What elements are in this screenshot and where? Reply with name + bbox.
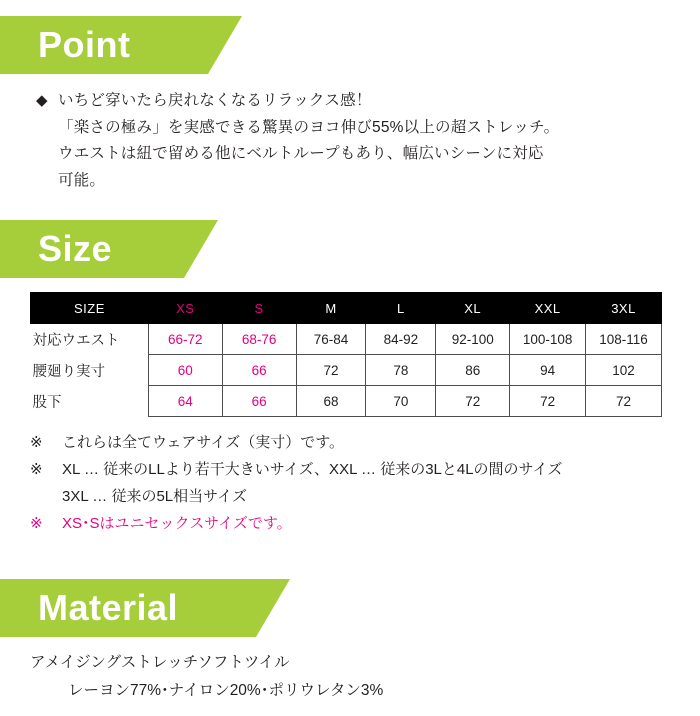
size-table-wrap [30, 292, 678, 417]
table-cell: 102 [586, 355, 662, 386]
table-cell: 72 [436, 386, 510, 417]
table-cell: 108-116 [586, 324, 662, 355]
material-body [30, 649, 678, 705]
row-label: 腰廻り実寸 [31, 355, 149, 386]
table-cell: 72 [586, 386, 662, 417]
note-text: XS･Sはユニセックスサイズです。 [62, 515, 292, 532]
table-cell: 70 [366, 386, 436, 417]
table-cell: 66 [222, 386, 296, 417]
table-cell: 100-108 [510, 324, 586, 355]
table-cell: 66 [222, 355, 296, 386]
table-header-cell: 3XL [586, 293, 662, 324]
note-text-sub: 3XL … 従来の5L相当サイズ [62, 488, 247, 505]
table-cell: 66-72 [148, 324, 222, 355]
table-header-cell: M [296, 293, 366, 324]
table-header-cell: SIZE [31, 293, 149, 324]
table-cell: 76-84 [296, 324, 366, 355]
table-cell: 72 [510, 386, 586, 417]
asterisk-icon: ※ [30, 434, 43, 451]
table-cell: 92-100 [436, 324, 510, 355]
table-cell: 68-76 [222, 324, 296, 355]
note-text [62, 456, 678, 510]
table-header-row [31, 293, 662, 324]
table-header-cell: XL [436, 293, 510, 324]
row-label: 対応ウエスト [31, 324, 149, 355]
note-row [30, 456, 678, 510]
table-header-cell: S [222, 293, 296, 324]
point-line-3: ウエストは紐で留める他にベルトループもあり、幅広いシーンに対応 [58, 145, 544, 162]
size-section-heading [0, 220, 700, 278]
table-cell: 86 [436, 355, 510, 386]
asterisk-icon: ※ [30, 515, 43, 532]
diamond-bullet-icon: ◆ [36, 92, 48, 109]
point-body [0, 88, 700, 194]
material-section-heading [0, 579, 700, 637]
size-table [30, 292, 662, 417]
note-row-highlight [30, 510, 678, 537]
size-heading-text: Size [38, 228, 113, 269]
note-text-main: XL … 従来のLLより若干大きいサイズ、XXL … 従来の3Lと4Lの間のサイズ [62, 461, 563, 478]
asterisk-icon: ※ [30, 461, 43, 478]
material-composition: レーヨン77%･ナイロン20%･ポリウレタン3% [68, 682, 384, 699]
table-header-cell: XS [148, 293, 222, 324]
table-header-cell: XXL [510, 293, 586, 324]
table-cell: 68 [296, 386, 366, 417]
table-cell: 60 [148, 355, 222, 386]
note-row [30, 429, 678, 456]
table-cell: 94 [510, 355, 586, 386]
point-section-heading [0, 16, 700, 74]
table-header-cell: L [366, 293, 436, 324]
table-cell: 84-92 [366, 324, 436, 355]
point-line-2: 「楽さの極み」を実感できる驚異のヨコ伸び55%以上の超ストレッチ。 [58, 118, 560, 136]
point-line-1: いちど穿いたら戻れなくなるリラックス感！ [58, 92, 372, 109]
point-text-block [58, 88, 678, 194]
size-notes [30, 429, 678, 537]
table-row [31, 324, 662, 355]
table-row [31, 386, 662, 417]
row-label: 股下 [31, 386, 149, 417]
material-heading-text: Material [38, 587, 179, 628]
material-name: アメイジングストレッチソフトツイル [30, 654, 290, 671]
table-cell: 78 [366, 355, 436, 386]
table-cell: 64 [148, 386, 222, 417]
point-heading-text: Point [38, 24, 131, 65]
note-text: これらは全てウェアサイズ（実寸）です。 [62, 434, 345, 451]
table-cell: 72 [296, 355, 366, 386]
table-row [31, 355, 662, 386]
point-line-4: 可能。 [58, 171, 106, 189]
